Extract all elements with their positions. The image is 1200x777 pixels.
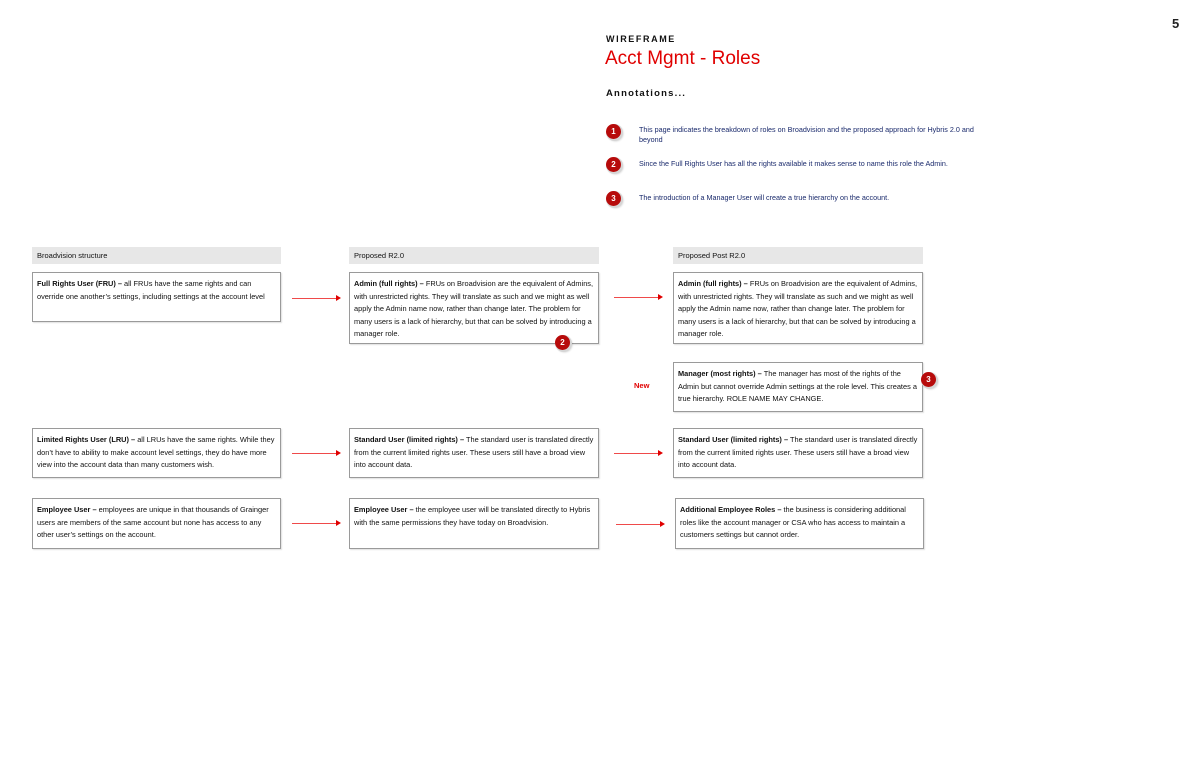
annotation-badge-3: 3 xyxy=(606,191,621,206)
role-box-r2-employee-user xyxy=(349,498,599,549)
column-heading-proposed-post-r2: Proposed Post R2.0 xyxy=(673,247,923,264)
role-box-post-manager xyxy=(673,362,923,412)
arrow-right-icon xyxy=(292,523,337,524)
annotation-marker-3: 3 xyxy=(921,372,936,387)
arrow-right-icon xyxy=(614,297,659,298)
annotation-text-3: The introduction of a Manager User will create a true hierarchy on the account. xyxy=(639,193,890,202)
role-title: Manager (most rights) – xyxy=(678,369,762,378)
role-title: Standard User (limited rights) – xyxy=(354,435,465,444)
role-title: Standard User (limited rights) – xyxy=(678,435,789,444)
role-description: The standard user is translated directly from the current limited rights user. These users still have a broad view into account data. xyxy=(678,435,918,470)
role-description: the employee user will be translated directly to Hybris with the same permissions they have today on Broadvision. xyxy=(354,505,591,527)
annotation-text-2: Since the Full Rights User has all the rights available it makes sense to name this role the Admin. xyxy=(639,159,948,168)
role-box-limited-rights-user xyxy=(32,428,281,478)
role-description: all LRUs have the same rights. While they don’t have to ability to make account level settings, they do have more view into the account data than many customers wish. xyxy=(37,435,275,470)
role-title: Additional Employee Roles – xyxy=(680,505,782,514)
role-box-employee-user xyxy=(32,498,281,549)
role-description: The standard user is translated directly from the current limited rights user. These users still have a broad view into account data. xyxy=(354,435,594,470)
role-title: Employee User – xyxy=(37,505,97,514)
role-title: Employee User – xyxy=(354,505,414,514)
arrow-right-icon xyxy=(292,298,337,299)
role-title: Admin (full rights) – xyxy=(354,279,424,288)
role-box-post-standard-user xyxy=(673,428,923,478)
role-box-r2-standard-user xyxy=(349,428,599,478)
role-box-post-admin xyxy=(673,272,923,344)
page-title: Acct Mgmt - Roles xyxy=(605,48,761,69)
arrow-right-icon xyxy=(616,524,661,525)
annotation-marker-2: 2 xyxy=(555,335,570,350)
role-description: the business is considering additional roles like the account manager or CSA who has access to maintain a customers settings but cannot order. xyxy=(680,505,906,540)
role-title: Limited Rights User (LRU) – xyxy=(37,435,136,444)
role-box-r2-admin xyxy=(349,272,599,344)
new-label: New xyxy=(634,381,650,390)
role-description: The manager has most of the rights of the Admin but cannot override Admin settings at the role level. This creates a true hierarchy. ROLE NAME MAY CHANGE. xyxy=(678,369,917,404)
role-description: employees are unique in that thousands of Grainger users are members of the same account but none has access to any other user’s settings on the account. xyxy=(37,505,269,540)
role-description: all FRUs have the same rights and can override one another’s settings, including settings at the account level xyxy=(37,279,265,301)
role-box-post-additional-employee-roles xyxy=(675,498,924,549)
arrow-right-icon xyxy=(614,453,659,454)
arrow-right-icon xyxy=(292,453,337,454)
role-title: Admin (full rights) – xyxy=(678,279,748,288)
role-description: FRUs on Broadvision are the equivalent of Admins, with unrestricted rights. They will translate as such and we might as well apply the Admin name now, rather than change later. The problem for many users is a lack of hierarchy, but that can be solved by introducing a manager role. xyxy=(678,279,918,339)
column-heading-broadvision: Broadvision structure xyxy=(32,247,281,264)
page-number: 5 xyxy=(1172,16,1180,31)
annotations-heading: Annotations... xyxy=(606,88,687,99)
column-heading-proposed-r2: Proposed R2.0 xyxy=(349,247,599,264)
annotation-badge-2: 2 xyxy=(606,157,621,172)
role-box-full-rights-user xyxy=(32,272,281,322)
role-title: Full Rights User (FRU) – xyxy=(37,279,122,288)
wireframe-label: WIREFRAME xyxy=(606,34,676,44)
role-description: FRUs on Broadvision are the equivalent of Admins, with unrestricted rights. They will translate as such and we might as well apply the Admin name now, rather than change later. The problem for many users is a lack of hierarchy, but that can be solved by introducing a manager role. xyxy=(354,279,594,339)
annotation-badge-1: 1 xyxy=(606,124,621,139)
annotation-text-1: This page indicates the breakdown of roles on Broadvision and the proposed approach for Hybris 2.0 and beyond xyxy=(639,125,974,144)
